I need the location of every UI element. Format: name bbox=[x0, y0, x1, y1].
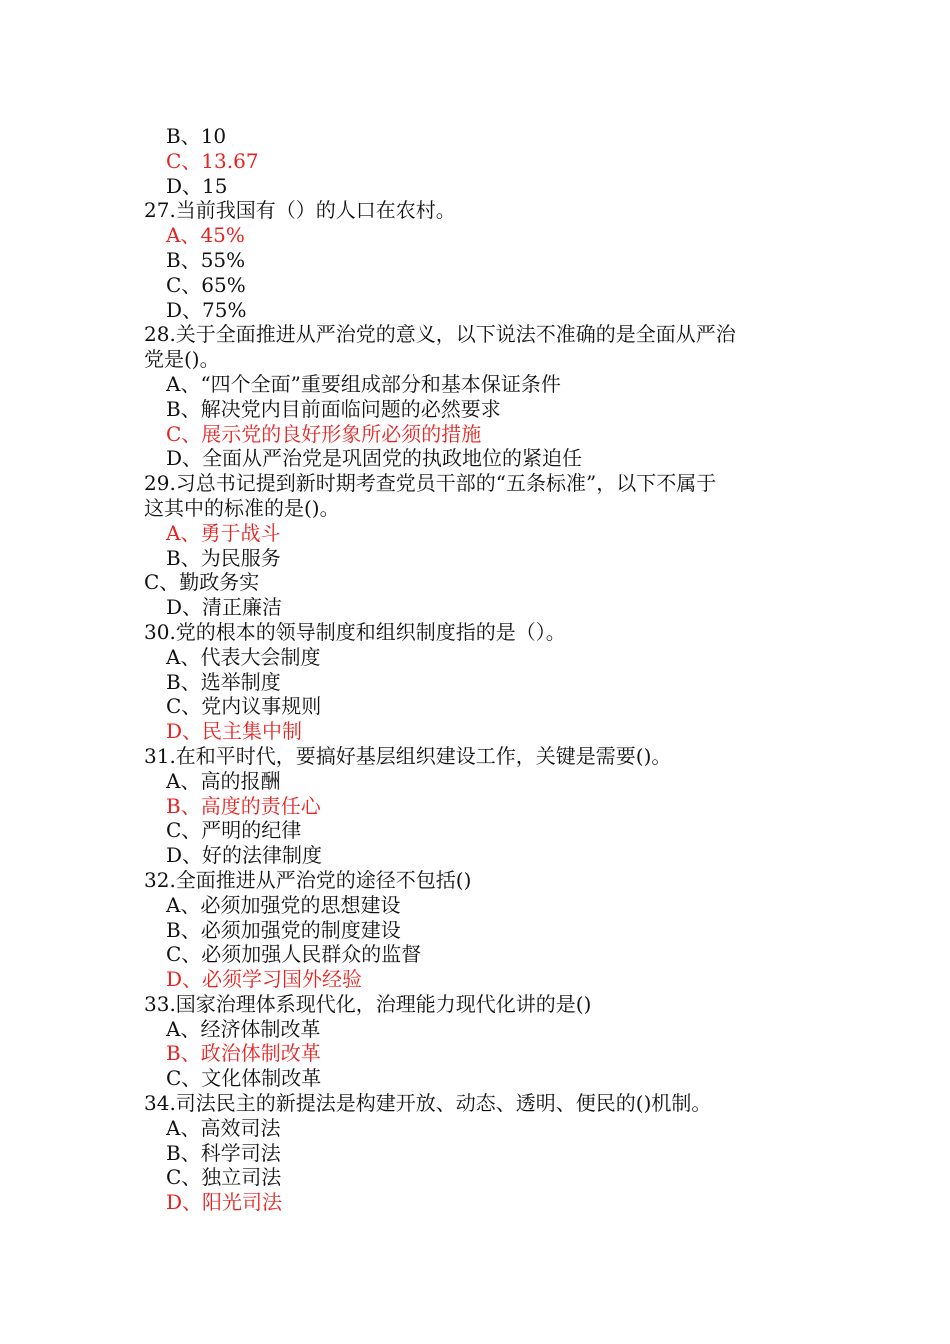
option-line: B、为民服务 bbox=[166, 545, 281, 570]
option-line: A、高效司法 bbox=[166, 1115, 281, 1140]
correct-option-line: B、高度的责任心 bbox=[166, 793, 321, 818]
question-line: 党是()。 bbox=[144, 347, 220, 372]
option-line: A、必须加强党的思想建设 bbox=[166, 892, 401, 917]
option-line: B、科学司法 bbox=[166, 1140, 281, 1165]
option-line: A、高的报酬 bbox=[166, 768, 281, 793]
question-line: 31.在和平时代，要搞好基层组织建设工作，关键是需要()。 bbox=[144, 743, 672, 768]
option-line: D、75% bbox=[166, 297, 247, 322]
question-line: 33.国家治理体系现代化，治理能力现代化讲的是() bbox=[144, 991, 592, 1016]
option-line: C、65% bbox=[166, 272, 246, 297]
option-line: A、代表大会制度 bbox=[166, 644, 321, 669]
question-line: 27.当前我国有（）的人口在农村。 bbox=[144, 198, 456, 223]
option-line: C、严明的纪律 bbox=[166, 818, 302, 843]
correct-option-line: D、必须学习国外经验 bbox=[166, 967, 363, 992]
option-line: D、好的法律制度 bbox=[166, 843, 323, 868]
option-line: C、文化体制改革 bbox=[166, 1066, 322, 1091]
question-line: 32.全面推进从严治党的途径不包括() bbox=[144, 867, 472, 892]
correct-option-line: C、展示党的良好形象所必须的措施 bbox=[166, 421, 482, 446]
option-line: A、“四个全面”重要组成部分和基本保证条件 bbox=[166, 371, 561, 396]
option-line: C、必须加强人民群众的监督 bbox=[166, 942, 422, 967]
option-line: D、清正廉洁 bbox=[166, 595, 283, 620]
question-line: 这其中的标准的是()。 bbox=[144, 495, 340, 520]
option-line: B、选举制度 bbox=[166, 669, 281, 694]
correct-option-line: A、勇于战斗 bbox=[166, 520, 281, 545]
option-line: D、15 bbox=[166, 173, 228, 198]
option-line: B、55% bbox=[166, 247, 246, 272]
option-line: D、全面从严治党是巩固党的执政地位的紧迫任 bbox=[166, 446, 583, 471]
correct-option-line: B、政治体制改革 bbox=[166, 1041, 321, 1066]
correct-option-line: D、阳光司法 bbox=[166, 1190, 283, 1215]
option-line: B、必须加强党的制度建设 bbox=[166, 917, 401, 942]
correct-option-line: D、民主集中制 bbox=[166, 719, 303, 744]
question-line: 28.关于全面推进从严治党的意义，以下说法不准确的是全面从严治 bbox=[144, 322, 736, 347]
question-line: 34.司法民主的新提法是构建开放、动态、透明、便民的()机制。 bbox=[144, 1091, 712, 1116]
correct-option-line: C、13.67 bbox=[166, 148, 259, 173]
document-page bbox=[0, 124, 950, 1215]
correct-option-line: A、45% bbox=[166, 223, 245, 248]
question-line: 29.习总书记提到新时期考查党员干部的“五条标准”，以下不属于 bbox=[144, 471, 717, 496]
option-line: C、党内议事规则 bbox=[166, 694, 322, 719]
option-line: C、勤政务实 bbox=[144, 570, 260, 595]
option-line: B、解决党内目前面临问题的必然要求 bbox=[166, 396, 501, 421]
option-line: A、经济体制改革 bbox=[166, 1016, 321, 1041]
question-line: 30.党的根本的领导制度和组织制度指的是（）。 bbox=[144, 619, 566, 644]
option-line: B、10 bbox=[166, 124, 227, 148]
option-line: C、独立司法 bbox=[166, 1165, 282, 1190]
